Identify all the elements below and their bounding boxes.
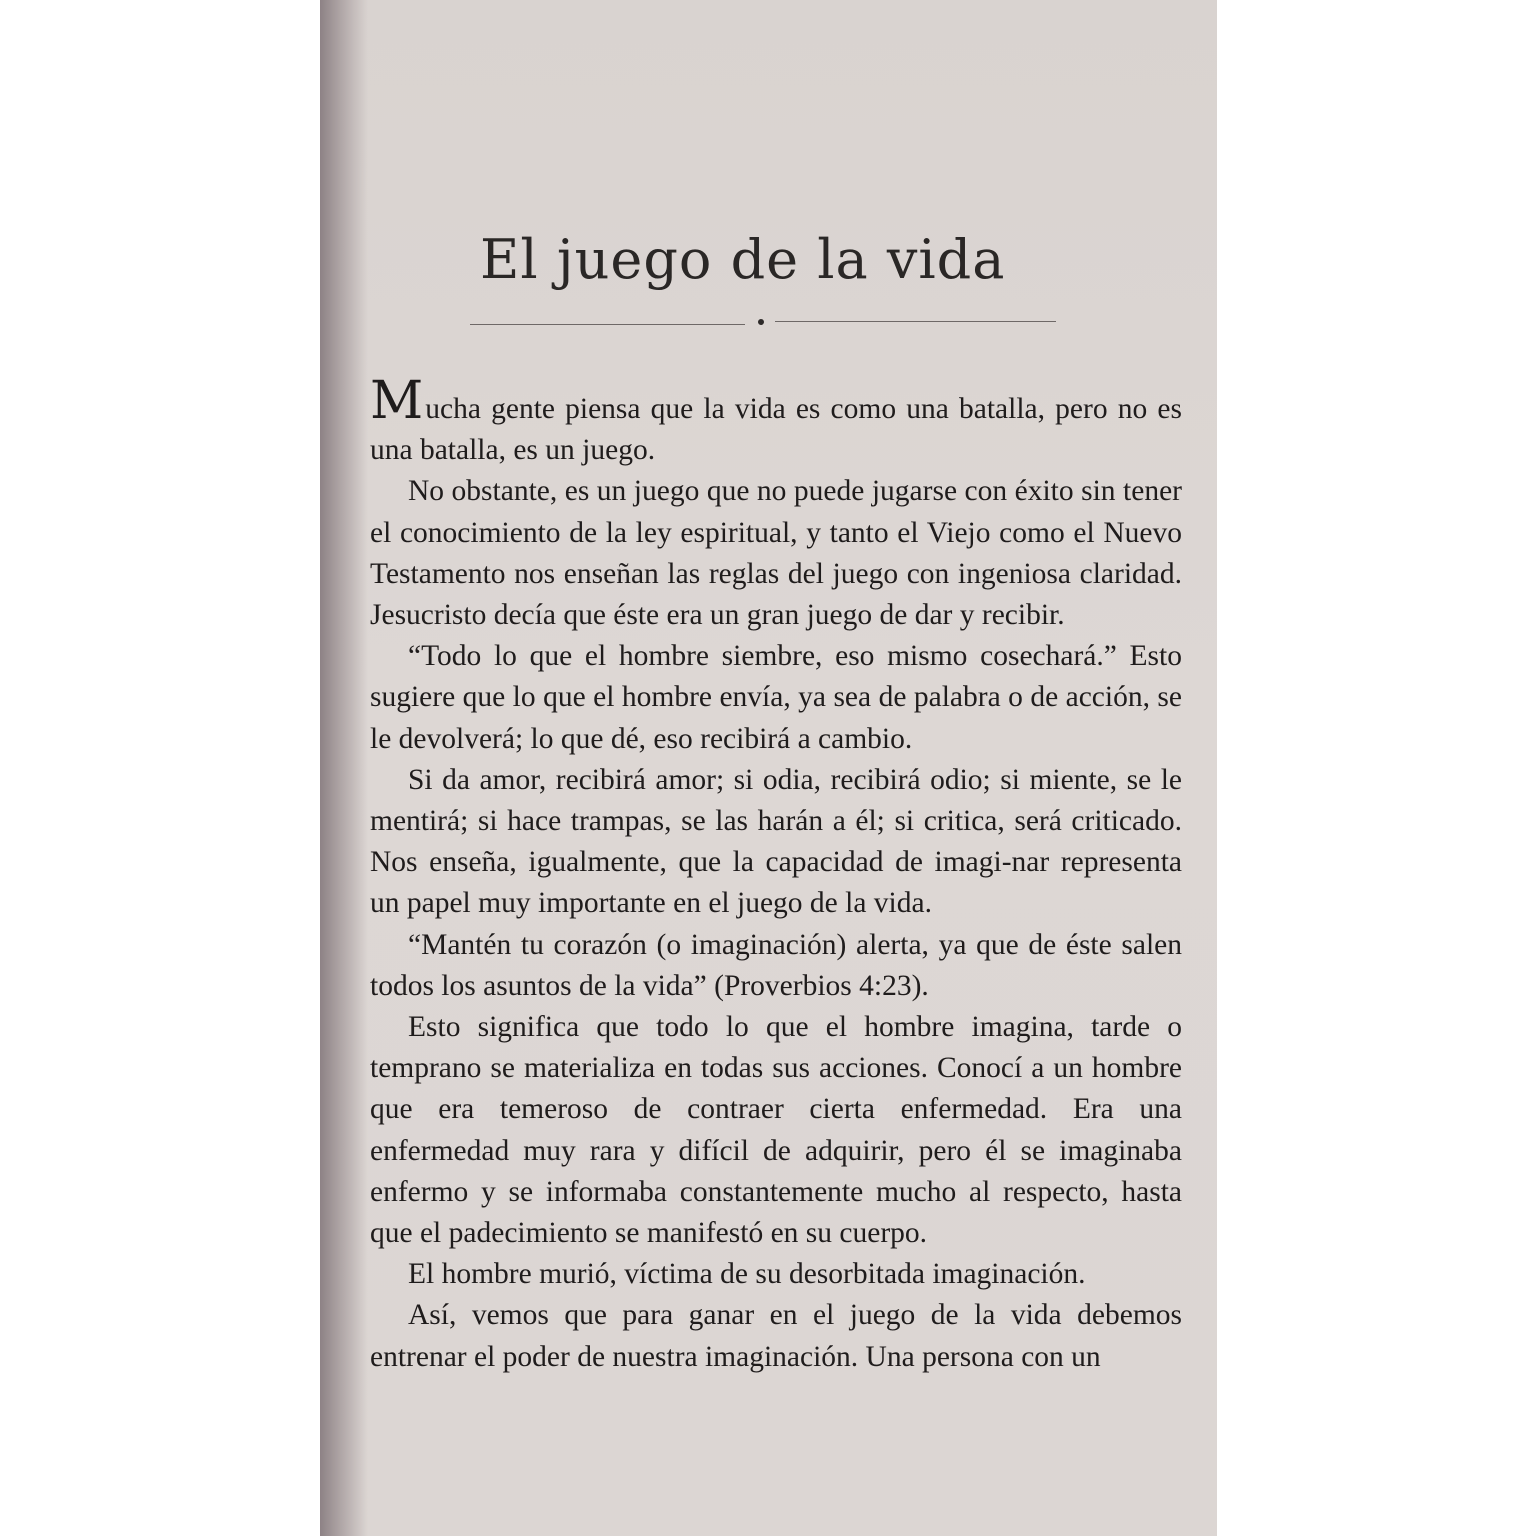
book-page-photo bbox=[320, 0, 1217, 1536]
rule-line-right bbox=[775, 321, 1056, 322]
book-page bbox=[330, 0, 1217, 1536]
rule-center-dot bbox=[758, 319, 764, 325]
paragraph-4: Si da amor, recibirá amor; si odia, recibirá odio; si miente, se le mentirá; si hace trampas, se las harán a él; si critica, será criticado. Nos enseña, igualmente, que la capacidad de imagi-nar representa un papel muy importante en el juego de la vida. bbox=[370, 763, 1182, 920]
title-ornament-rule bbox=[470, 318, 1056, 330]
paragraph-1 bbox=[370, 371, 1182, 471]
chapter-title: El juego de la vida bbox=[480, 228, 1006, 291]
paragraph-7: El hombre murió, víctima de su desorbitada imaginación. bbox=[408, 1258, 1086, 1291]
paragraph-3: “Todo lo que el hombre siembre, eso mismo cosechará.” Esto sugiere que lo que el hombre envía, ya sea de palabra o de acción, se le devolverá; lo que dé, eso recibirá a cambio. bbox=[370, 640, 1182, 755]
paragraph-1-text: ucha gente piensa que la vida es como una batalla, pero no es una batalla, es un juego. bbox=[370, 393, 1182, 467]
drop-cap-initial: M bbox=[370, 371, 424, 431]
paragraph-8: Así, vemos que para ganar en el juego de la vida debemos entrenar el poder de nuestra imaginación. Una persona con un bbox=[370, 1299, 1182, 1373]
paragraph-2: No obstante, es un juego que no puede jugarse con éxito sin tener el conocimiento de la ley espiritual, y tanto el Viejo como el Nuevo Testamento nos enseñan las reglas del juego con ingeniosa claridad. Jesucristo decía que éste era un gran juego de dar y recibir. bbox=[370, 475, 1182, 632]
paragraph-6: Esto significa que todo lo que el hombre imagina, tarde o temprano se materializa en todas sus acciones. Conocí a un hombre que era temeroso de contraer cierta enfermedad. Era una enfermedad muy rara y difícil de adquirir, pero él se imaginaba enfermo y se informaba constantemente mucho al respecto, hasta que el padecimiento se manifestó en su cuerpo. bbox=[370, 1011, 1182, 1250]
paragraph-5: “Mantén tu corazón (o imaginación) alerta, ya que de éste salen todos los asuntos de la vida” (Proverbios 4:23). bbox=[370, 928, 1182, 1002]
rule-line-left bbox=[470, 324, 745, 325]
chapter-body-text bbox=[370, 371, 1182, 1378]
